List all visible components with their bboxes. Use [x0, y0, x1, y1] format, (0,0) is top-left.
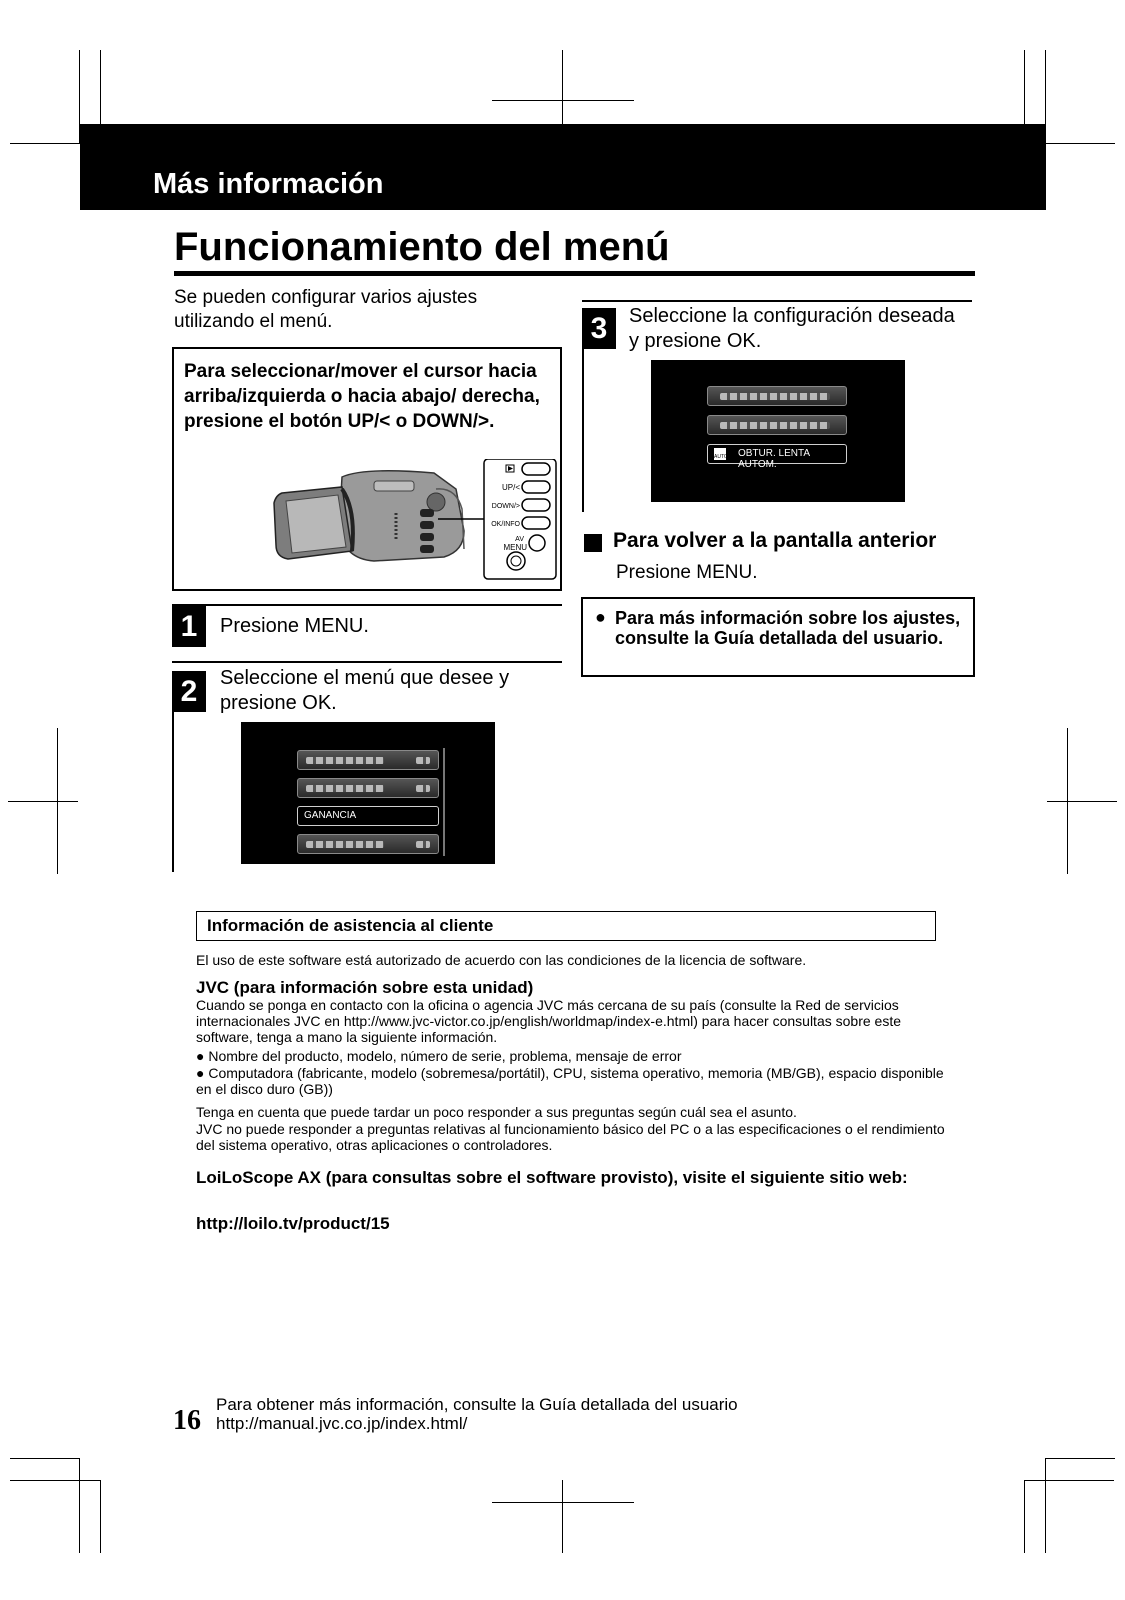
section-banner [80, 124, 1046, 210]
auto-icon: AUTO [714, 448, 726, 460]
menu-scrollbar [443, 748, 445, 856]
button-label-menu: MENU [503, 543, 527, 552]
menu-item-blurred [297, 778, 439, 798]
footer-line-1: Para obtener más información, consulte la Guía detallada del usuario [216, 1395, 738, 1414]
footer-text [216, 1395, 738, 1433]
support-bullet-1: ● Nombre del producto, modelo, número de serie, problema, mensaje de error [196, 1048, 682, 1064]
back-section-text: Presione MENU. [616, 562, 758, 583]
back-section-title: Para volver a la pantalla anterior [613, 529, 937, 552]
step-2-number: 2 [172, 671, 206, 712]
step-2-line [172, 712, 174, 872]
loilo-url[interactable]: http://loilo.tv/product/15 [196, 1214, 390, 1233]
section-title: Más información [153, 168, 384, 200]
support-note-2: JVC no puede responder a preguntas relativas al funcionamiento básico del PC o a las especificaciones o el rendimiento del sistema operativo, otras aplicaciones o controladores. [196, 1121, 945, 1153]
setting-item-blurred [707, 386, 847, 406]
step-3-screen [651, 360, 905, 502]
button-label-down: DOWN/> [491, 503, 520, 510]
support-note-1: Tenga en cuenta que puede tardar un poco responder a sus preguntas según cuál sea el asunto. [196, 1104, 797, 1120]
page-number: 16 [173, 1405, 201, 1436]
camcorder-illustration [224, 459, 559, 589]
info-box-text: Para más información sobre los ajustes, consulte la Guía detallada del usuario. [615, 608, 961, 648]
menu-item-selected [297, 806, 439, 826]
step-2-text: Seleccione el menú que desee y presione OK. [220, 667, 510, 714]
step-3-rule [582, 300, 972, 302]
menu-item-blurred [297, 750, 439, 770]
step-3-number: 3 [582, 308, 616, 349]
step-2-screen [241, 722, 495, 864]
cursor-instructions: Para seleccionar/mover el cursor hacia arriba/izquierda o hacia abajo/ derecha, presione el botón UP/< o DOWN/>. [184, 361, 540, 432]
step-3-line [582, 349, 584, 512]
jvc-title: JVC (para información sobre esta unidad) [196, 978, 534, 997]
setting-item-blurred [707, 415, 847, 435]
button-label-av: AV [515, 536, 524, 543]
support-bullet-2: ● Computadora (fabricante, modelo (sobremesa/portátil), CPU, sistema operativo, memoria (MB/GB), espacio disponible en el disco duro (GB)) [196, 1065, 944, 1097]
menu-item-selected-label: GANANCIA [304, 810, 357, 821]
jvc-body: Cuando se ponga en contacto con la oficina o agencia JVC más cercana de su país (consulte la Red de servicios internacionales JVC en http://www.jvc-victor.co.jp/english/worldmap/index-e.html) para hacer consultas sobre este software, tenga a mano la siguiente información. [196, 997, 901, 1045]
step-3-text: Seleccione la configuración deseada y presione OK. [629, 305, 955, 352]
step-1-number: 1 [172, 606, 206, 647]
page-title: Funcionamiento del menú [174, 225, 670, 269]
button-label-up: UP/< [501, 483, 520, 492]
license-text: El uso de este software está autorizado de acuerdo con las condiciones de la licencia de software. [196, 952, 807, 968]
step-1-rule [172, 604, 562, 606]
support-heading-box [196, 911, 936, 941]
loilo-text: LoiLoScope AX (para consultas sobre el software provisto), visite el siguiente sitio web: [196, 1168, 908, 1187]
step-2-rule [172, 661, 562, 663]
title-rule [174, 271, 975, 276]
footer-url[interactable]: http://manual.jvc.co.jp/index.html/ [216, 1414, 468, 1433]
square-bullet-icon [584, 534, 602, 552]
button-label-ok: OK/INFO [491, 521, 520, 528]
info-box [581, 597, 975, 677]
step-1-text: Presione MENU. [220, 615, 369, 637]
support-heading: Información de asistencia al cliente [207, 916, 494, 935]
cursor-instructions-box [172, 347, 562, 591]
intro-text: Se pueden configurar varios ajustes utilizando el menú. [174, 287, 478, 332]
setting-item-selected-label: OBTUR. LENTA AUTOM. [738, 448, 810, 470]
bullet-icon: ● [595, 607, 606, 627]
setting-item-selected [707, 444, 847, 470]
menu-item-blurred [297, 834, 439, 854]
